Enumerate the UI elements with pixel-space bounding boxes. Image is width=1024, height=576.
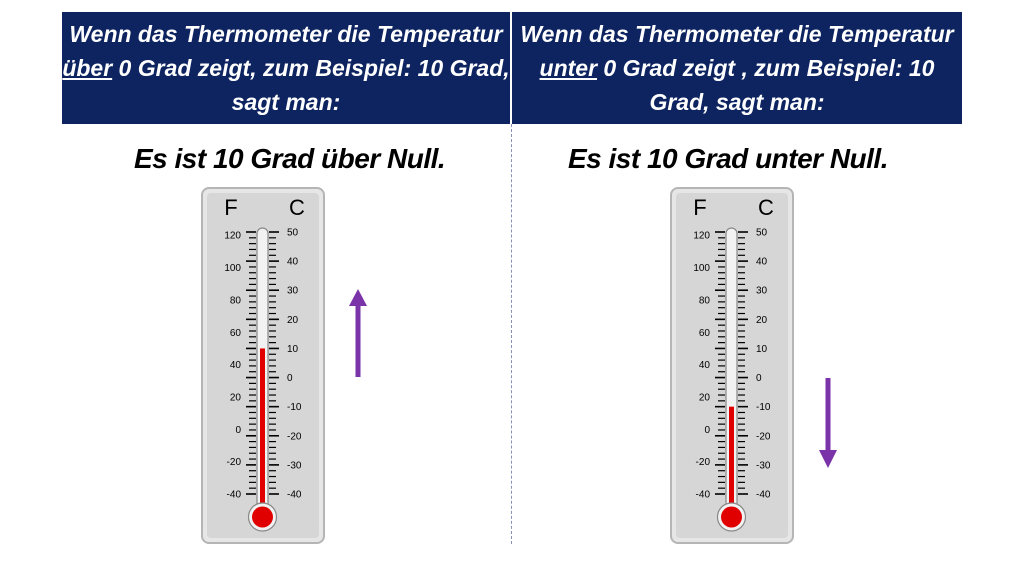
fahrenheit-tick-label: 80 [229, 295, 241, 307]
celsius-tick-label: 40 [287, 256, 299, 268]
mercury-column [260, 348, 265, 509]
celsius-tick-label: -40 [756, 489, 771, 501]
mercury-bulb [252, 507, 273, 528]
fahrenheit-tick-label: -20 [695, 457, 710, 469]
celsius-tick-label: 50 [756, 227, 768, 239]
right-header-emphasis: unter [539, 55, 598, 81]
left-header-emphasis: über [62, 55, 113, 81]
celsius-tick-label: 20 [756, 314, 768, 326]
fahrenheit-label: F [224, 195, 238, 220]
fahrenheit-label: F [693, 195, 707, 220]
celsius-tick-label: -30 [287, 460, 302, 472]
mercury-column [729, 407, 734, 509]
celsius-tick-label: 10 [756, 343, 768, 355]
fahrenheit-tick-label: 120 [693, 230, 710, 242]
celsius-tick-label: 20 [287, 314, 299, 326]
fahrenheit-tick-label: -40 [695, 489, 710, 501]
celsius-tick-label: -10 [756, 402, 771, 414]
left-header [62, 12, 510, 124]
celsius-tick-label: 30 [756, 285, 768, 297]
celsius-tick-label: 40 [756, 256, 768, 268]
fahrenheit-tick-label: 20 [229, 392, 241, 404]
fahrenheit-tick-label: 0 [235, 424, 241, 436]
right-header-after: 0 Grad zeigt , zum Beispiel: 10 Grad, sagt man: [597, 55, 935, 115]
fahrenheit-tick-label: 100 [693, 263, 710, 275]
celsius-tick-label: 0 [287, 373, 293, 385]
celsius-tick-label: 10 [287, 343, 299, 355]
thermometer-below-zero [670, 187, 794, 544]
celsius-tick-label: -20 [287, 431, 302, 443]
fahrenheit-tick-label: 100 [224, 263, 241, 275]
fahrenheit-tick-label: 80 [698, 295, 710, 307]
celsius-tick-label: -40 [287, 489, 302, 501]
fahrenheit-tick-label: 40 [229, 360, 241, 372]
fahrenheit-tick-label: 20 [698, 392, 710, 404]
right-statement: Es ist 10 Grad unter Null. [568, 143, 888, 174]
center-divider [511, 124, 512, 544]
right-header [512, 12, 962, 124]
fahrenheit-tick-label: 120 [224, 230, 241, 242]
arrow-down-icon [815, 376, 841, 468]
thermometer-above-zero [201, 187, 325, 544]
left-header-text [62, 17, 510, 119]
fahrenheit-tick-label: 60 [229, 327, 241, 339]
fahrenheit-tick-label: -20 [226, 457, 241, 469]
celsius-tick-label: 0 [756, 373, 762, 385]
celsius-tick-label: -10 [287, 402, 302, 414]
arrow-up-icon [345, 289, 371, 379]
celsius-tick-label: 30 [287, 285, 299, 297]
mercury-bulb [721, 507, 742, 528]
fahrenheit-tick-label: 60 [698, 327, 710, 339]
celsius-tick-label: 50 [287, 227, 299, 239]
celsius-label: C [758, 195, 774, 220]
celsius-tick-label: -20 [756, 431, 771, 443]
celsius-label: C [289, 195, 305, 220]
fahrenheit-tick-label: 0 [704, 424, 710, 436]
fahrenheit-tick-label: 40 [698, 360, 710, 372]
left-header-before: Wenn das Thermometer die Temperatur [69, 21, 503, 47]
left-header-after: 0 Grad zeigt, zum Beispiel: 10 Grad, sagt man: [112, 55, 510, 115]
left-statement: Es ist 10 Grad über Null. [134, 143, 446, 174]
right-header-text [512, 17, 962, 119]
fahrenheit-tick-label: -40 [226, 489, 241, 501]
celsius-tick-label: -30 [756, 460, 771, 472]
right-header-before: Wenn das Thermometer die Temperatur [520, 21, 954, 47]
